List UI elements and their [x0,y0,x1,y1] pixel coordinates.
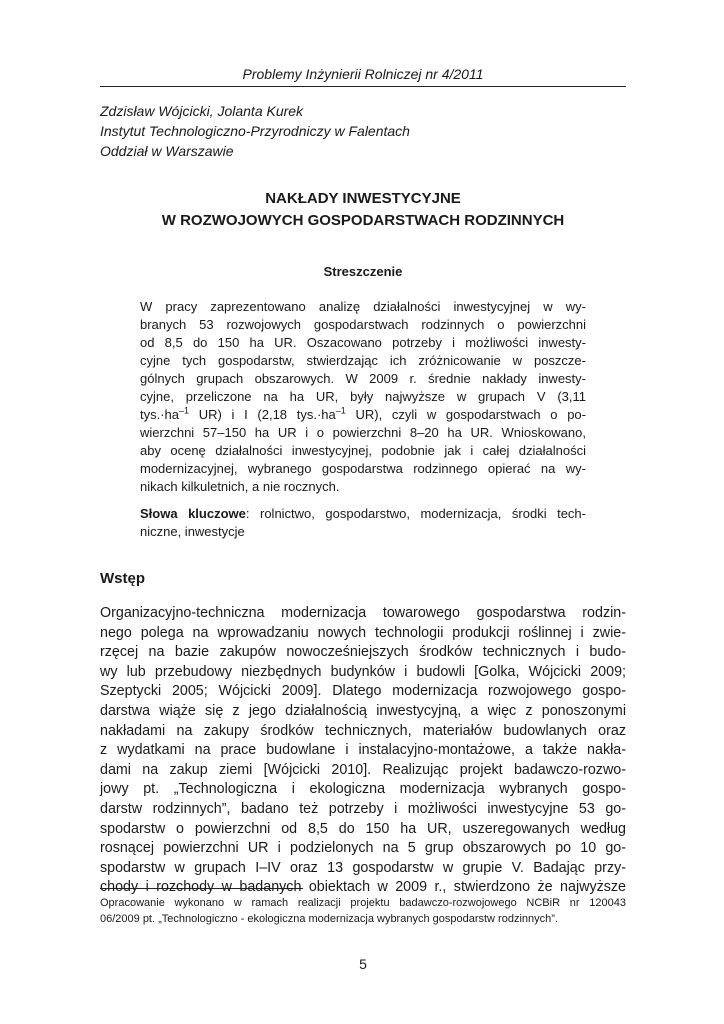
body-line: dami na zakup ziemi [Wójcicki 2010]. Realizując projekt badawczo-rozwo- [100,761,626,778]
abstract-line: wierzchni 57–150 ha UR i o powierzchni 8–20 ha UR. Wnioskowano, [140,425,586,440]
keywords-line: niczne, inwestycje [140,524,245,539]
abstract-line: modernizacyjnej, wybranego gospodarstwa rodzinnego opierać na wy- [140,461,586,476]
footnote-line: Opracowanie wykonano w ramach realizacji projektu badawczo-rozwojowego NCBiR nr 120043 [100,897,626,909]
keywords-text: : rolnictwo, gospodarstwo, modernizacja, środki tech- [245,506,586,521]
body-line: spodarstw o powierzchni od 8,5 do 150 ha UR, uszeregowanych według [100,820,626,837]
body-line: darstw rodzinnych”, badano też potrzeby i możliwości inwestycyjne 53 go- [100,800,626,817]
abstract-heading: Streszczenie [323,264,403,279]
body-line: rosnącej powierzchni UR i podzielonych na 5 grup obszarowych po 10 go- [100,840,626,857]
body-line: darstwa wiąże się z jego działalnością inwestycyjną, a więc z ponoszonymi [100,702,626,719]
footnote-rule [100,888,303,889]
abstract-line: aby ocenę działalności inwestycyjnej, podobnie jak i całej działalności [140,443,586,458]
author-names: Zdzisław Wójcicki, Jolanta Kurek [100,103,304,119]
body-line: Szeptycki 2005; Wójcicki 2009]. Dlatego modernizacja rozwojowego gospo- [100,683,626,700]
page-number: 5 [359,956,367,972]
abstract-text [140,298,586,496]
journal-header: Problemy Inżynierii Rolniczej nr 4/2011 [242,66,484,82]
abstract-line: branych 53 rozwojowych gospodarstwach rodzinnych o powierzchni [140,317,586,332]
body-line: Organizacyjno-techniczna modernizacja towarowego gospodarstwa rodzin- [100,605,626,621]
abstract-line: gólnych grupach obszarowych. W 2009 r. średnie nakłady inwesty- [140,371,586,386]
paper-title [100,188,626,232]
abstract-line: od 8,5 do 150 ha UR. Oszacowano potrzeby i możliwości inwesty- [140,335,586,350]
body-line: spodarstw w grupach I–IV oraz 13 gospodarstw w grupie V. Badając przy- [100,859,626,876]
keywords-line [140,505,586,523]
author-institute: Instytut Technologiczno-Przyrodniczy w Falentach [100,123,410,139]
abstract-line: $tys.\cdot ha^{-1}$ UR) i I (2,18 $tys.\cdot ha^{-1}$ UR), czyli w gospodarstwach o po- [140,405,586,422]
body-line: wy lub przebudowy niezbędnych budynków i budowli [Golka, Wójcicki 2009; [100,663,626,680]
body-line: jowy pt. „Technologiczna i ekologiczna modernizacja wybranych gospo- [100,781,626,798]
header-rule [100,86,626,87]
author-branch: Oddział w Warszawie [100,143,234,159]
author-block [100,101,626,161]
abstract-line: cyjne tych gospodarstw, stwierdzając ich zróżnicowanie w poszcze- [140,353,586,368]
body-line: z wydatkami na prace budowlane i instalacyjno-montażowe, a także nakła- [100,742,626,759]
body-line: nego polega na wprowadzaniu nowych technologii produkcji roślinnej i zwie- [100,624,626,641]
abstract-line: nikach kilkuletnich, a nie rocznych. [140,479,340,494]
body-text [100,604,626,898]
keywords-block [140,505,586,541]
body-line: rzęcej na bazie zakupów nowocześniejszych środków technicznych i budo- [100,644,626,661]
abstract-line: cyjne, przeliczone na ha UR, były najwyższe w grupach V (3,11 [140,389,586,404]
abstract-line: W pracy zaprezentowano analizę działalności inwestycyjnej w wy- [140,299,586,314]
footnote-line: 06/2009 pt. „Technologiczno - ekologiczna modernizacja wybranych gospodarstw rodzinnych”. [100,913,558,925]
body-line: chody i rozchody w badanych obiektach w 2009 r., stwierdzono że najwyższe [100,879,626,896]
body-line: nakładami na zakupy środków technicznych, materiałów budowlanych oraz [100,722,626,739]
section-heading: Wstęp [100,570,145,587]
title-line: NAKŁADY INWESTYCYJNE [265,190,461,207]
keywords-label: Słowa kluczowe [140,506,246,521]
title-line: W ROZWOJOWYCH GOSPODARSTWACH RODZINNYCH [161,212,565,229]
footnote [100,895,626,927]
